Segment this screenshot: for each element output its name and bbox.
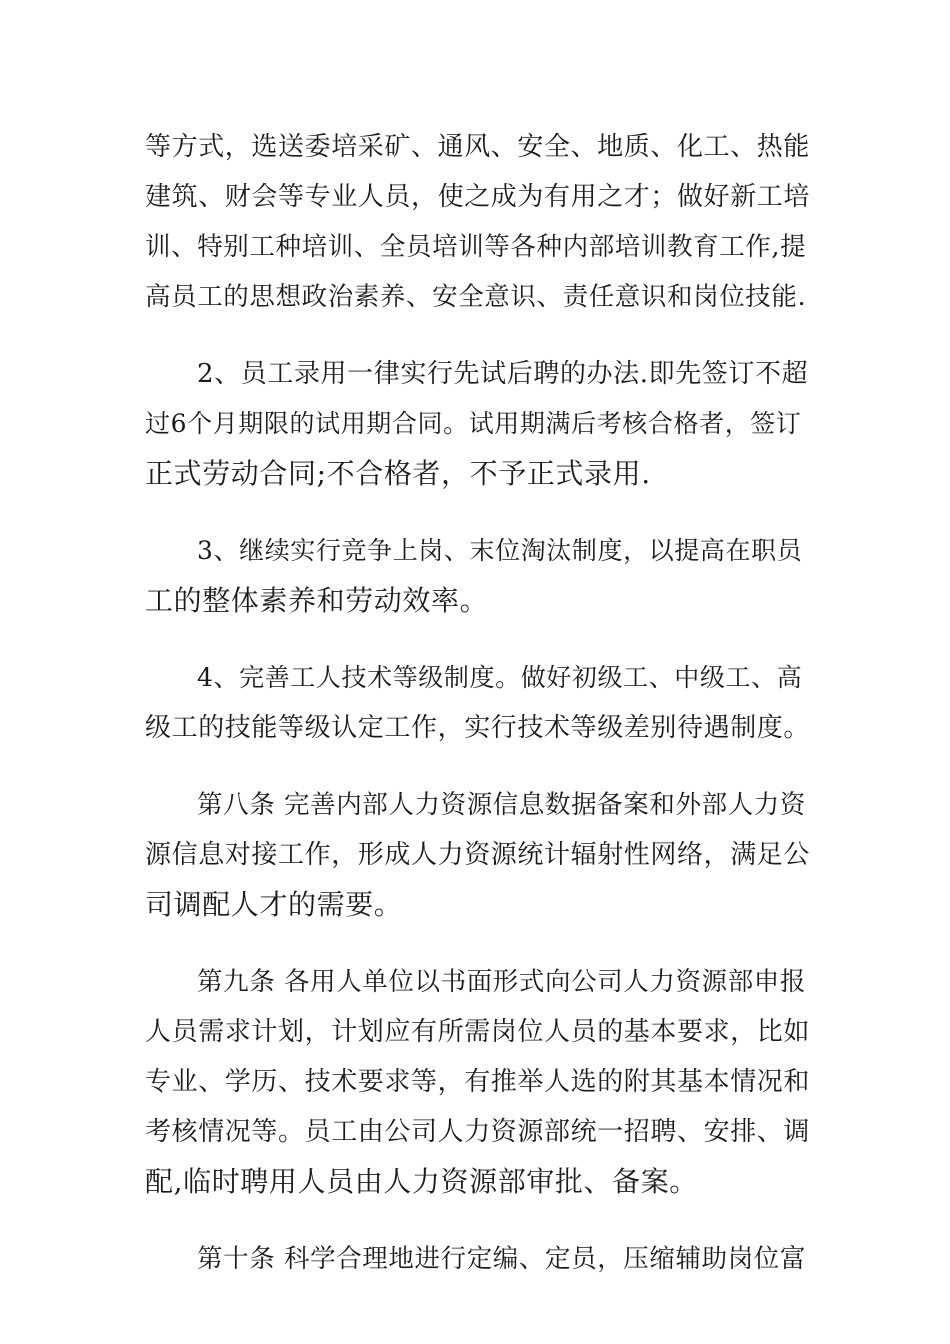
text-line: 第十条 科学合理地进行定编、定员，压缩辅助岗位富	[197, 1244, 807, 1274]
paragraph-article-9	[145, 957, 810, 1207]
paragraph-item-4	[145, 653, 810, 753]
text-line: 等方式，选送委培采矿、通风、安全、地质、化工、热能	[145, 132, 811, 162]
paragraph-gap	[145, 499, 810, 526]
paragraph-gap	[145, 322, 810, 349]
paragraph-item-3	[145, 526, 810, 626]
text-line: 考核情况等。员工由公司人力资源部统一招聘、安排、调	[145, 1117, 811, 1147]
text-line: 过6个月期限的试用期合同。试用期满后考核合格者，签订	[145, 409, 802, 438]
text-line: 正式劳动合同;不合格者，不予正式录用.	[145, 457, 651, 490]
text-line: 第九条 各用人单位以书面形式向公司人力资源部申报	[197, 967, 807, 997]
text-line: 2、员工录用一律实行先试后聘的办法.即先签订不超	[197, 359, 809, 389]
text-line: 专业、学历、技术要求等，有推举人选的附其基本情况和	[145, 1067, 811, 1097]
text-line: 工的整体素养和劳动效率。	[145, 584, 489, 617]
paragraph-gap	[145, 626, 810, 653]
text-line: 3、继续实行竞争上岗、末位淘汰制度，以提高在职员	[197, 536, 803, 565]
text-line: 源信息对接工作，形成人力资源统计辐射性网络，满足公	[145, 840, 811, 870]
paragraph-gap	[145, 753, 810, 780]
paragraph-article-8	[145, 780, 810, 930]
text-line: 司调配人才的需要。	[145, 888, 403, 921]
text-line: 级工的技能等级认定工作，实行技术等级差别待遇制度。	[145, 713, 811, 743]
text-line: 4、完善工人技术等级制度。做好初级工、中级工、高	[197, 663, 803, 692]
paragraph-gap	[145, 1207, 810, 1234]
paragraph-gap	[145, 930, 810, 957]
paragraph-item-2	[145, 349, 810, 499]
text-line: 训、特别工种培训、全员培训等各种内部培训教育工作,提	[145, 232, 807, 262]
text-line: 高员工的思想政治素养、安全意识、责任意识和岗位技能.	[145, 282, 807, 312]
paragraph-article-10	[145, 1234, 810, 1284]
paragraph-training-continued	[145, 122, 810, 322]
text-line: 配,临时聘用人员由人力资源部审批、备案。	[145, 1165, 698, 1198]
document-body	[145, 122, 810, 1284]
text-line: 第八条 完善内部人力资源信息数据备案和外部人力资	[197, 790, 807, 820]
text-line: 人员需求计划，计划应有所需岗位人员的基本要求，比如	[145, 1017, 811, 1047]
text-line: 建筑、财会等专业人员，使之成为有用之才；做好新工培	[145, 182, 811, 212]
